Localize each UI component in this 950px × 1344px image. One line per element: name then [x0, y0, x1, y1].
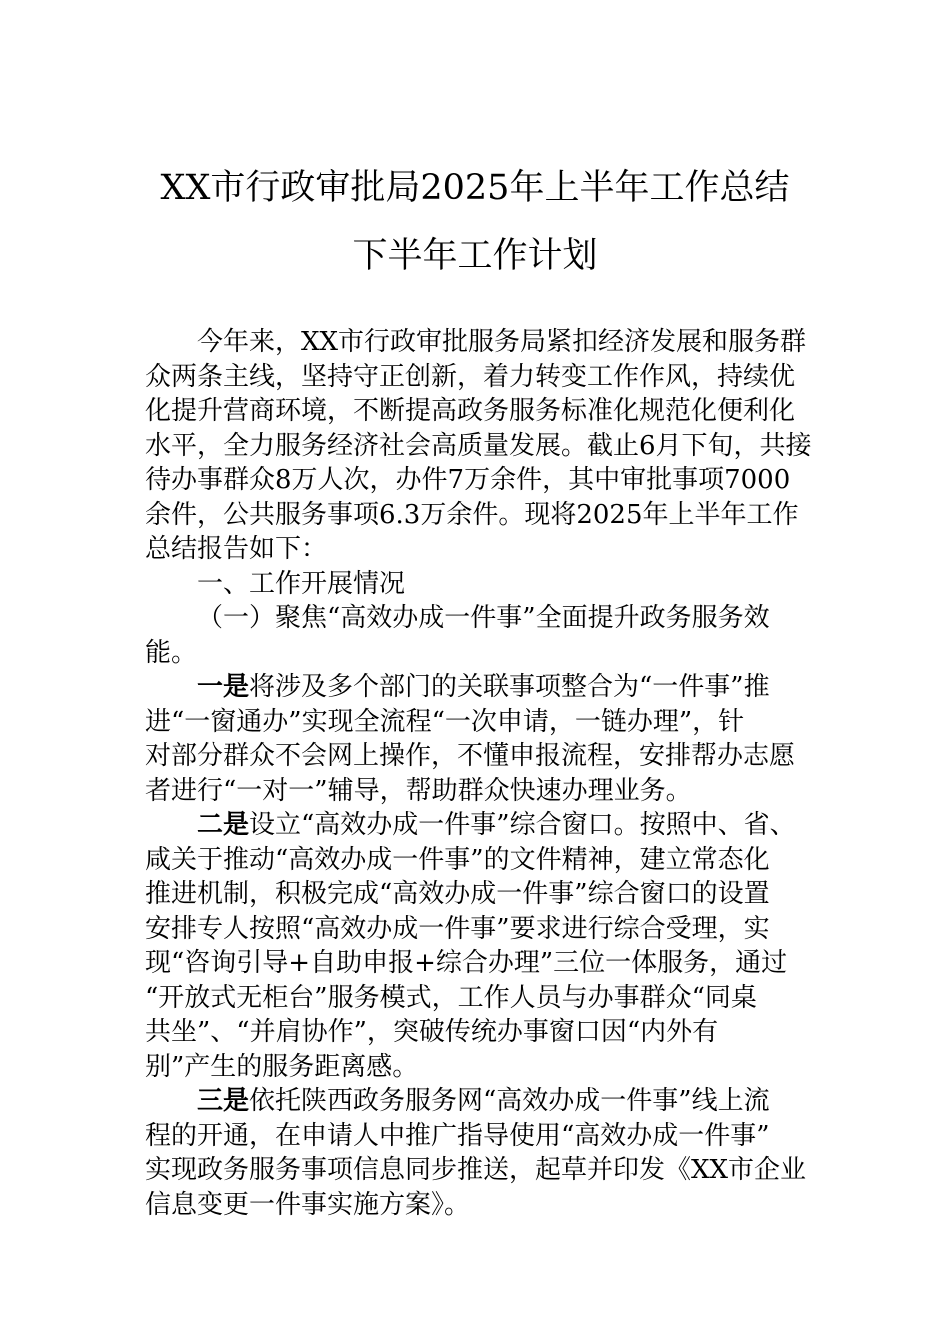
item-lead: 一是 [197, 672, 250, 702]
body-line [145, 843, 813, 878]
body-line [145, 567, 813, 602]
body-line [145, 739, 813, 774]
body-line [145, 429, 813, 464]
body-line-text: 安排专人按照“高效办成一件事”要求进行综合受理，实 [145, 913, 770, 944]
body-line [145, 601, 813, 636]
document-title-line-2: 下半年工作计划 [352, 236, 598, 276]
body-line [145, 360, 813, 395]
body-line-text: 能。 [145, 637, 198, 668]
item-lead: 三是 [197, 1086, 250, 1116]
body-line [145, 636, 813, 671]
body-line [145, 325, 813, 360]
body-line-text: 水平，全力服务经济社会高质量发展。截止6月下旬，共接 [145, 430, 812, 461]
body-line-text: （一）聚焦“高效办成一件事”全面提升政务服务效 [197, 603, 770, 633]
item-lead: 二是 [197, 810, 250, 840]
body-line [145, 670, 813, 705]
body-line [145, 1084, 813, 1119]
body-line-text: 对部分群众不会网上操作，不懂申报流程，安排帮办志愿 [145, 741, 796, 771]
body-line-text: 将涉及多个部门的关联事项整合为“一件事”推 [249, 672, 770, 702]
document-body [145, 325, 813, 1222]
body-line [145, 1188, 813, 1223]
body-line-text: 程的开通，在申请人中推广指导使用“高效办成一件事” [145, 1120, 770, 1151]
body-line [145, 774, 813, 809]
body-line-text: 共坐”、“并肩协作”，突破传统办事窗口因“内外有 [145, 1017, 719, 1047]
body-line [145, 912, 813, 947]
body-line-text: “开放式无柜台”服务模式，工作人员与办事群众“同桌 [145, 982, 757, 1013]
body-line-text: 余件，公共服务事项6.3万余件。现将2025年上半年工作 [145, 499, 799, 530]
body-line-text: 众两条主线，坚持守正创新，着力转变工作作风，持续优 [145, 361, 796, 392]
body-line [145, 1050, 813, 1085]
body-line-text: 实现政务服务事项信息同步推送，起草并印发《XX市企业 [145, 1155, 807, 1185]
body-line [145, 463, 813, 498]
body-line-text: 推进机制，积极完成“高效办成一件事”综合窗口的设置 [145, 879, 770, 909]
body-line [145, 1153, 813, 1188]
document-title-line-1: XX市行政审批局2025年上半年工作总结 [160, 168, 790, 208]
body-line [145, 808, 813, 843]
body-line [145, 532, 813, 567]
body-line-text: 今年来，XX市行政审批服务局紧扣经济发展和服务群 [197, 327, 807, 357]
body-line [145, 1015, 813, 1050]
body-line [145, 1119, 813, 1154]
body-line-text: 设立“高效办成一件事”综合窗口。按照中、省、 [249, 810, 796, 840]
body-line-text: 待办事群众8万人次，办件7万余件，其中审批事项7000 [145, 465, 791, 495]
body-line [145, 705, 813, 740]
body-line-text: 现“咨询引导+自助申报+综合办理”三位一体服务，通过 [145, 948, 788, 978]
body-line [145, 946, 813, 981]
body-line-text: 咸关于推动“高效办成一件事”的文件精神，建立常态化 [145, 844, 770, 875]
body-line-text: 进“一窗通办”实现全流程“一次申请，一链办理”，针 [145, 706, 745, 737]
body-line [145, 394, 813, 429]
body-line-text: 别”产生的服务距离感。 [145, 1051, 419, 1082]
body-line-text: 依托陕西政务服务网“高效办成一件事”线上流 [249, 1086, 770, 1116]
body-line [145, 981, 813, 1016]
body-line-text: 信息变更一件事实施方案》。 [145, 1189, 471, 1220]
body-line-text: 化提升营商环境，不断提高政务服务标准化规范化便利化 [145, 396, 796, 426]
body-line-text: 总结报告如下： [145, 534, 328, 564]
body-line [145, 877, 813, 912]
body-line [145, 498, 813, 533]
body-line-text: 一、工作开展情况 [197, 568, 406, 599]
body-line-text: 者进行“一对一”辅导，帮助群众快速办理业务。 [145, 775, 692, 806]
